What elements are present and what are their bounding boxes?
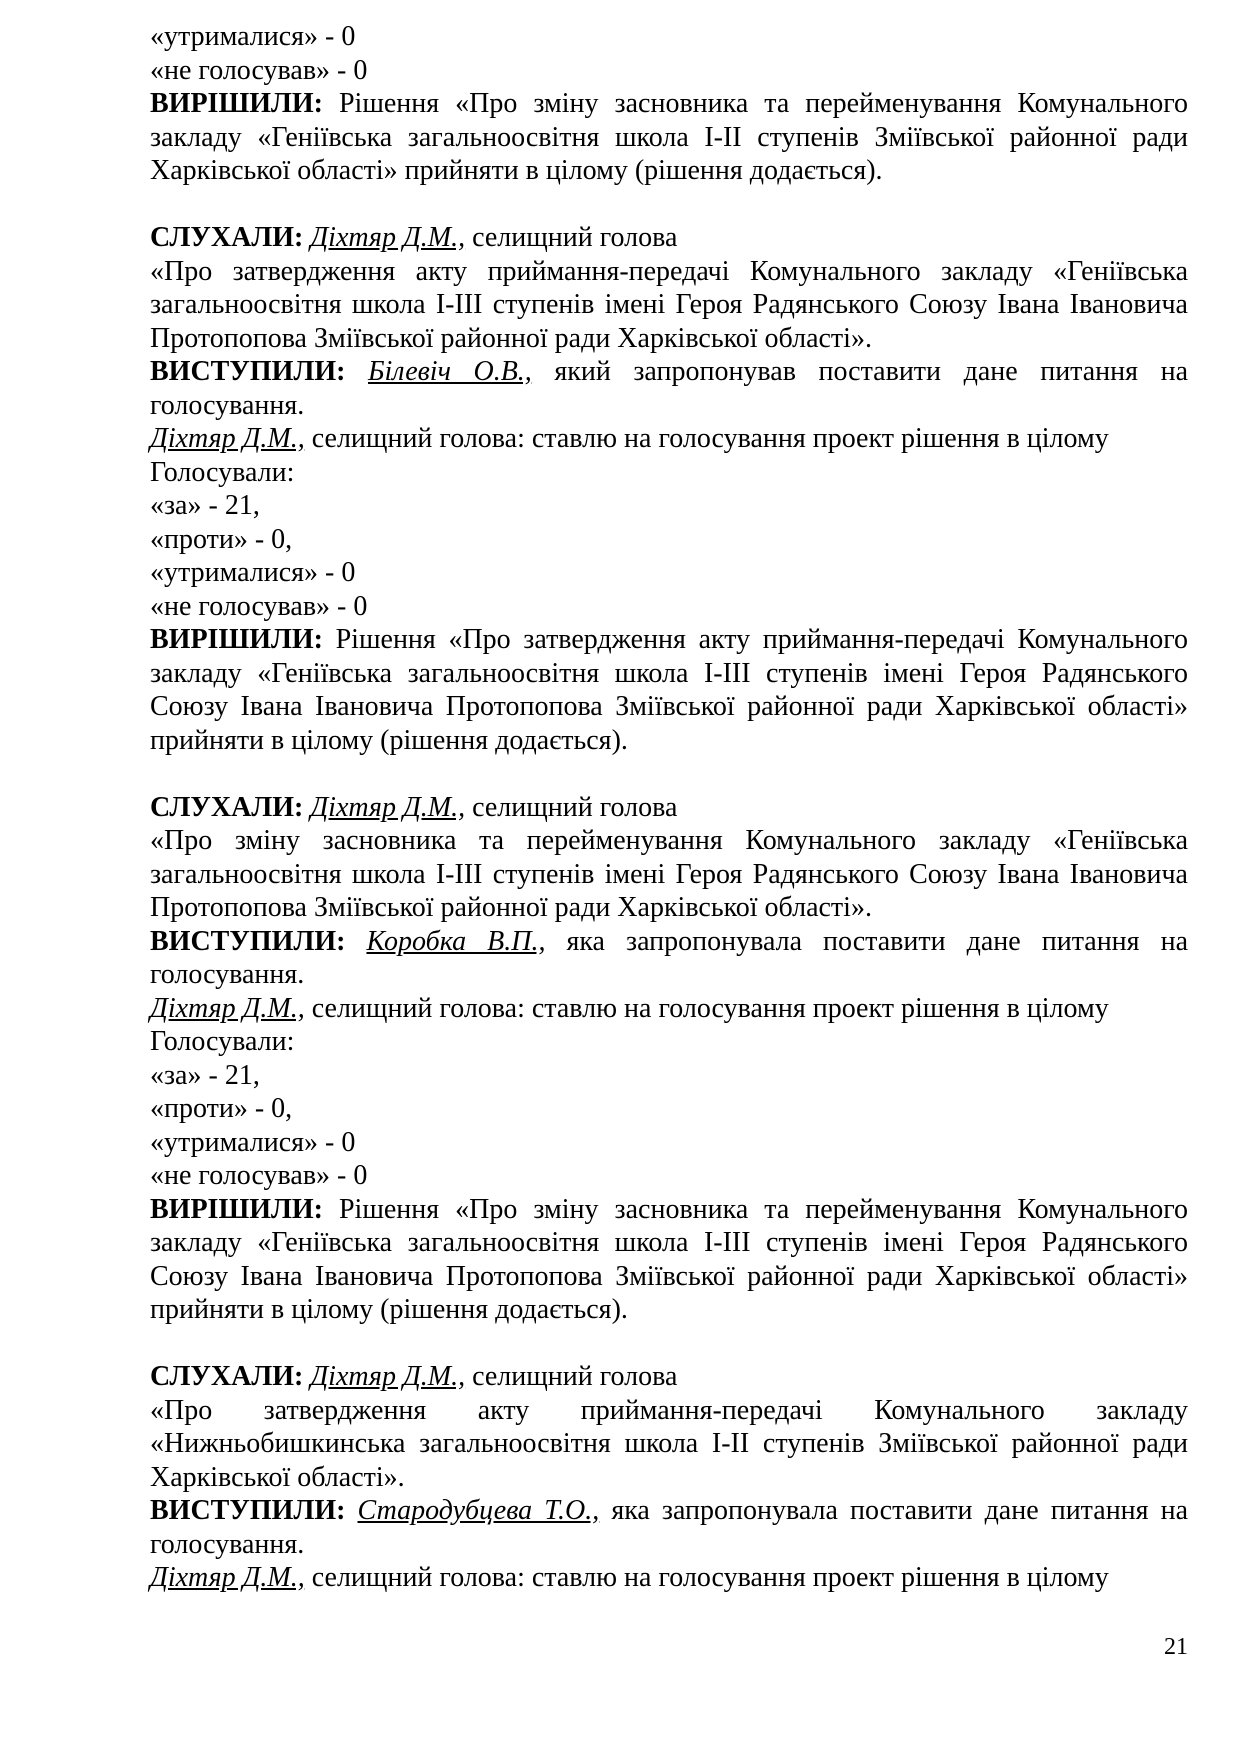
spoke-name: Коробка В.П., <box>366 925 546 957</box>
heard-line <box>150 1360 1188 1394</box>
decision-paragraph <box>150 87 1188 188</box>
spoke-paragraph <box>150 925 1188 992</box>
votes-abstained: «утрималися» - 0 <box>150 1126 356 1158</box>
chair-text: селищний голова: ставлю на голосування проект рішення в цілому <box>304 1562 1109 1593</box>
voted-label: Голосували: <box>150 1026 295 1057</box>
spoke-paragraph <box>150 1494 1188 1561</box>
chair-line <box>150 992 1188 1026</box>
spoke-name: Білевіч О.В., <box>368 356 532 387</box>
speaker-name: Діхтяр Д.М., <box>310 791 466 823</box>
votes-abstained: «утрималися» - 0 <box>150 557 356 588</box>
votes-abstained: «утрималися» - 0 <box>150 21 356 52</box>
votes-not-voted: «не голосував» - 0 <box>150 590 368 622</box>
topic-paragraph: «Про затвердження акту приймання-передачі Комунального закладу «Геніївська загальноосвітня школа І-ІІІ ступенів імені Героя Радянського Союзу Івана Івановича Протопопова Зміївської районної ради Харківської області». <box>150 255 1188 354</box>
speaker-name: Діхтяр Д.М., <box>310 1361 466 1392</box>
speaker-name: Діхтяр Д.М., <box>310 222 466 253</box>
chair-name: Діхтяр Д.М., <box>150 423 305 454</box>
paragraph-gap <box>150 1327 1188 1361</box>
spoke-label: ВИСТУПИЛИ: <box>150 1495 346 1526</box>
chair-text: селищний голова: ставлю на голосування проект рішення в цілому <box>304 992 1109 1024</box>
votes-for: «за» - 21, <box>150 1059 260 1091</box>
heard-line <box>150 221 1188 255</box>
chair-line <box>150 422 1188 456</box>
decision-text: Рішення «Про зміну засновника та перейменування Комунального закладу «Геніївська загальноосвітня школа І-ІІ ступенів Зміївської районної ради Харківської області» прийняти в цілому (рішення додається). <box>150 88 1188 186</box>
speaker-role: селищний голова <box>465 1361 678 1392</box>
agenda-item <box>150 1360 1188 1595</box>
document-page <box>150 20 1188 1595</box>
votes-not-voted: «не голосував» - 0 <box>150 54 368 86</box>
topic-paragraph: «Про затвердження акту приймання-передачі Комунального закладу «Нижньобишкинська загальноосвітня школа І-ІІ ступенів Зміївської районної ради Харківської області». <box>150 1394 1188 1493</box>
decision-paragraph <box>150 1193 1188 1327</box>
spoke-name: Стародубцева Т.О., <box>357 1495 600 1526</box>
chair-name: Діхтяр Д.М., <box>150 992 305 1024</box>
heard-line <box>150 791 1188 825</box>
paragraph-gap <box>150 188 1188 222</box>
votes-against: «проти» - 0, <box>150 1093 293 1124</box>
chair-name: Діхтяр Д.М., <box>150 1562 305 1593</box>
agenda-item <box>150 791 1188 1327</box>
topic-paragraph: «Про зміну засновника та перейменування Комунального закладу «Геніївська загальноосвітня школа І-ІІІ ступенів імені Героя Радянського Союзу Івана Івановича Протопопова Зміївської районної ради Харківської області». <box>150 825 1188 923</box>
heard-label: СЛУХАЛИ: <box>150 1361 304 1392</box>
spoke-text: який запропонував поставити дане питання на голосування. <box>150 356 1188 421</box>
spoke-paragraph <box>150 355 1188 422</box>
chair-text: селищний голова: ставлю на голосування проект рішення в цілому <box>304 423 1109 454</box>
spoke-text: яка запропонувала поставити дане питання на голосування. <box>150 1495 1189 1560</box>
spoke-text: яка запропонувала поставити дане питання на голосування. <box>150 925 1188 990</box>
votes-for: «за» - 21, <box>150 490 260 521</box>
spoke-label: ВИСТУПИЛИ: <box>150 925 346 957</box>
decision-label: ВИРІШИЛИ: <box>150 88 323 119</box>
speaker-role: селищний голова <box>465 222 678 253</box>
chair-line <box>150 1561 1188 1595</box>
votes-against: «проти» - 0, <box>150 523 293 555</box>
decision-text: Рішення «Про затвердження акту приймання-передачі Комунального закладу «Геніївська загальноосвітня школа І-ІІІ ступенів імені Героя Радянського Союзу Івана Івановича Протопопова Зміївської районної ради Харківської області» прийняти в цілому (рішення додається). <box>150 624 1188 756</box>
heard-label: СЛУХАЛИ: <box>150 222 304 253</box>
spoke-label: ВИСТУПИЛИ: <box>150 356 346 387</box>
paragraph-gap <box>150 757 1188 791</box>
decision-label: ВИРІШИЛИ: <box>150 1193 323 1225</box>
voted-label: Голосували: <box>150 456 295 488</box>
speaker-role: селищний голова <box>465 791 678 823</box>
decision-text: Рішення «Про зміну засновника та перейменування Комунального закладу «Геніївська загальноосвітня школа І-ІІІ ступенів імені Героя Радянського Союзу Івана Івановича Протопопова Зміївської районної ради Харківської області» прийняти в цілому (рішення додається). <box>150 1193 1188 1325</box>
decision-paragraph <box>150 623 1188 757</box>
votes-not-voted: «не голосував» - 0 <box>150 1160 368 1191</box>
page-number: 21 <box>1164 1634 1188 1660</box>
heard-label: СЛУХАЛИ: <box>150 791 304 823</box>
agenda-item <box>150 221 1188 757</box>
decision-label: ВИРІШИЛИ: <box>150 624 323 655</box>
